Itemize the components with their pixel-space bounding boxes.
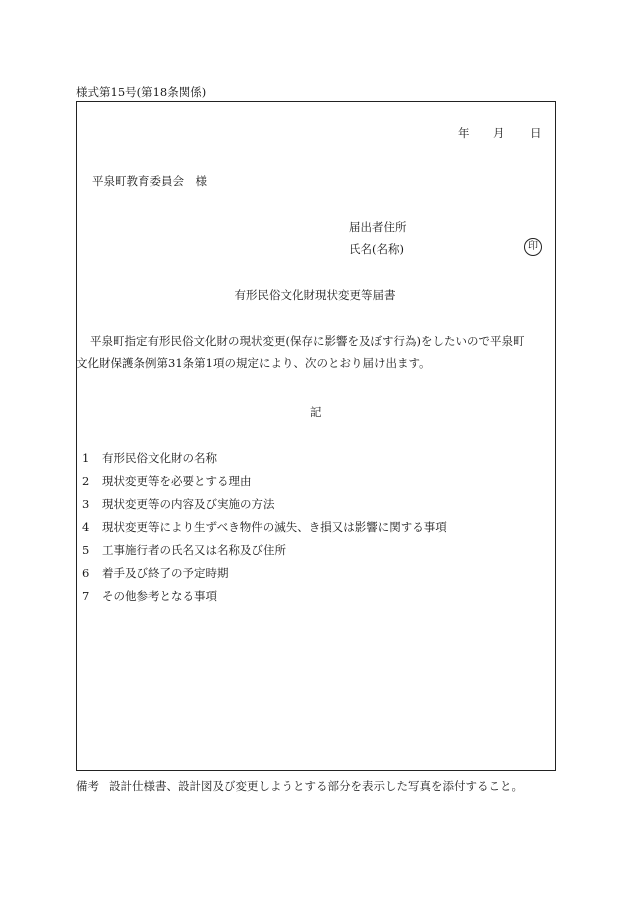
list-item: [82, 473, 252, 489]
form-frame: [76, 101, 556, 771]
item-text: 現状変更等により生ずべき物件の滅失、き損又は影響に関する事項: [102, 520, 447, 534]
date-month-label: 月: [493, 126, 505, 140]
document-title-text: 有形民俗文化財現状変更等届書: [234, 288, 396, 302]
list-item: [82, 519, 447, 535]
item-number: 5: [82, 543, 90, 557]
document-title: [0, 287, 630, 303]
addressee: 平泉町教育委員会 様: [92, 174, 207, 188]
date-day-label: 日: [530, 126, 542, 140]
list-item: [82, 542, 286, 558]
item-number: 3: [82, 497, 90, 511]
item-text: 工事施行者の氏名又は名称及び住所: [102, 543, 286, 557]
remarks-text: 設計仕様書、設計図及び変更しようとする部分を表示した写真を添付すること。: [109, 779, 523, 793]
remarks-label: 備考: [76, 779, 99, 793]
item-text: 現状変更等の内容及び実施の方法: [102, 497, 275, 511]
item-text: 現状変更等を必要とする理由: [102, 474, 252, 488]
list-item: [82, 450, 217, 466]
body-text-line-2: 文化財保護条例第31条第1項の規定により、次のとおり届け出ます。: [76, 356, 431, 370]
item-number: 7: [82, 589, 90, 603]
item-number: 4: [82, 520, 90, 534]
item-text: 有形民俗文化財の名称: [102, 451, 217, 465]
remarks: [76, 778, 523, 794]
ki-heading: 記: [310, 405, 322, 419]
item-number: 2: [82, 474, 90, 488]
list-item: [82, 496, 275, 512]
body-text-line-1: 平泉町指定有形民俗文化財の現状変更(保存に影響を及ぼす行為)をしたいので平泉町: [90, 334, 525, 348]
list-item: [82, 588, 217, 604]
list-item: [82, 565, 229, 581]
seal-mark: 印: [524, 238, 542, 256]
item-number: 1: [82, 451, 90, 465]
applicant-name-label: 氏名(名称): [349, 242, 404, 256]
form-number-label: 様式第15号(第18条関係): [76, 85, 207, 99]
item-text: その他参考となる事項: [102, 589, 217, 603]
date-year-label: 年: [458, 126, 470, 140]
applicant-address-label: 届出者住所: [349, 220, 407, 234]
item-number: 6: [82, 566, 90, 580]
item-text: 着手及び終了の予定時期: [102, 566, 229, 580]
